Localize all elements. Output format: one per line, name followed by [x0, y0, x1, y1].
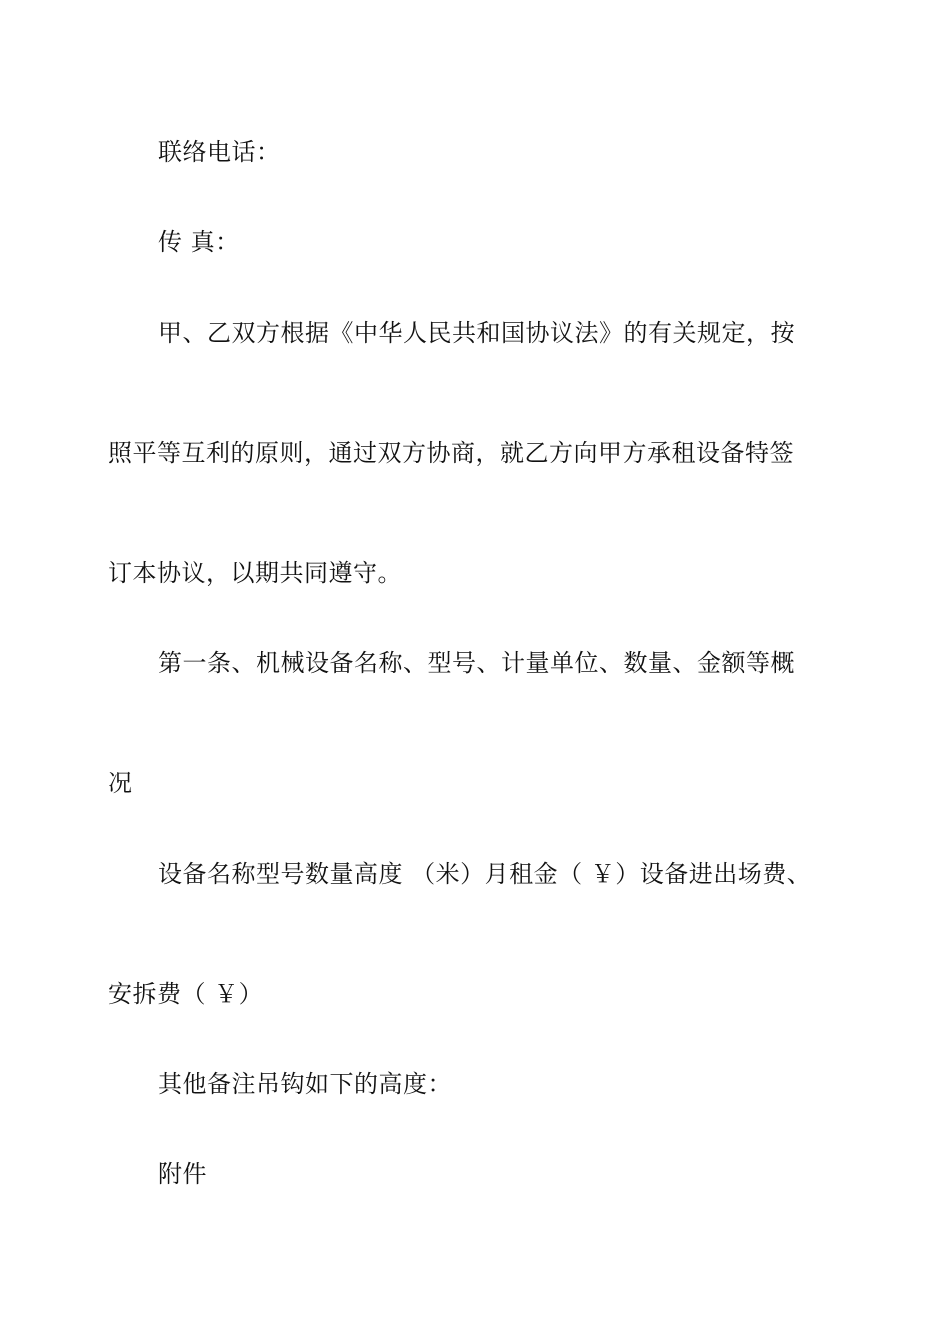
equipment-columns-line: 设备名称型号数量高度 （米）月租金（ ￥）设备进出场费、	[158, 860, 812, 888]
article-one-heading: 第一条、机械设备名称、型号、计量单位、数量、金额等概	[158, 649, 795, 677]
attachment-label: 附件	[158, 1160, 207, 1188]
remarks-line: 其他备注吊钩如下的高度：	[158, 1070, 452, 1098]
fax-label: 传 真：	[158, 228, 240, 256]
equipment-columns-line-continued: 安拆费（ ￥）	[108, 980, 264, 1008]
paragraph-line: 甲、乙双方根据《中华人民共和国协议法》的有关规定，按	[158, 319, 795, 347]
paragraph-line: 订本协议，以期共同遵守。	[108, 559, 402, 587]
contact-phone-label: 联络电话：	[158, 138, 281, 166]
paragraph-line: 照平等互利的原则，通过双方协商，就乙方向甲方承租设备特签	[108, 439, 794, 467]
article-one-heading-continued: 况	[108, 769, 133, 797]
